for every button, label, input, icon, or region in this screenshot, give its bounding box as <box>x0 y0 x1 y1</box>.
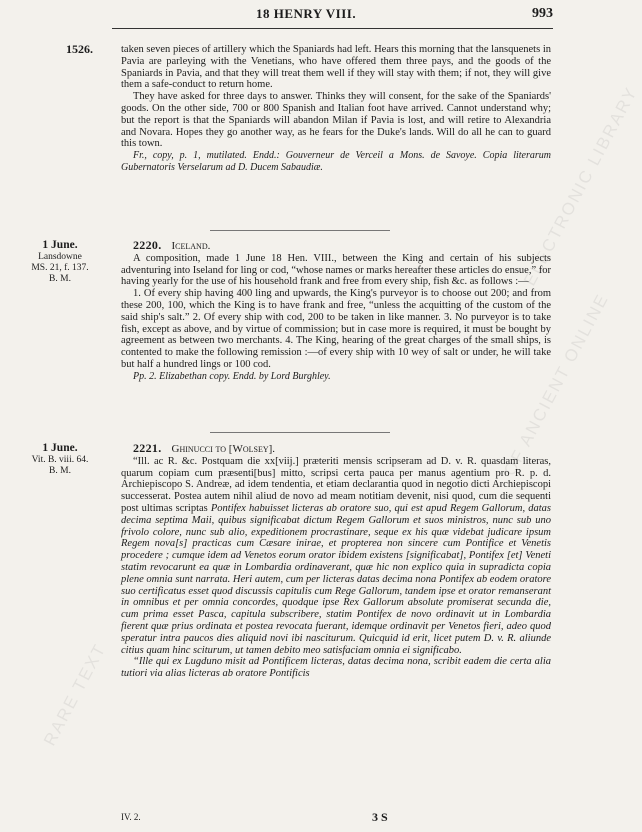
paragraph: taken seven pieces of artillery which the Spaniards had left. Hears this morning that the lansquenets in Pavia are parleying with the Venetians, who have offered them three pays, and the goods of the Spaniards in Pavia, and that they will treat them well if they will stay with them; if not, they will give them a safe-conduct to return home. <box>121 44 551 91</box>
entry-heading <box>121 240 551 253</box>
year-label: 1526. <box>66 42 93 56</box>
entry-margin-2220 <box>10 240 110 285</box>
entry-number: 2220. <box>133 238 162 252</box>
page-number: 993 <box>532 6 553 21</box>
source-note: Fr., copy, p. 1, mutilated. Endd.: Gouverneur de Verceil a Mons. de Savoye. Copia literarum Gubernatoris Verselarum ad D. Ducem Sabaudiæ. <box>121 150 551 173</box>
paragraph: A composition, made 1 June 18 Hen. VIII., between the King and certain of his subjects adventuring into Iseland for ling or cod, “whose names or marks hereafter these articles do ensue,” for having yearly for the use of his household frank and free from every ship, fish &c. as follows :— <box>121 252 551 288</box>
page-header <box>0 6 567 28</box>
running-title: 18 HENRY VIII. <box>256 6 357 21</box>
source-note: Pp. 2. Elizabethan copy. Endd. by Lord Burghley. <box>133 370 331 382</box>
ms-reference: Lansdowne <box>38 252 82 262</box>
paragraph: “Ille qui ex Lugduno misit ad Pontificem licteras, datas decima nona, scribit eadem die certa alia tutiori via alias licteras ab oratore Pontificis <box>121 656 551 680</box>
entry-date: 1 June. <box>42 239 78 251</box>
paragraph: 1. Of every ship having 400 ling and upwards, the King's purveyor is to choose out 200; and from these 200, 100, which the King is to have frank and free, “unless the acquitting of the custom of the said ship's salt.” 2. Of every ship with cod, 200 to be taken in like manner. 3. No purveyor is to take fish, except as above, and by virtue of commission; but in case more is required, it must be bought by agreement as between two merchants. 4. The King, hearing of the great charges of the small ships, is contented to make the following remission :—of every ship with 10 wey of salt or under, he will take but half a hundred lings or 100 cod. <box>121 288 551 370</box>
ms-reference: MS. 21, f. 137. <box>31 263 89 273</box>
entry-title: Iceland. <box>171 240 211 252</box>
watermark: OF ANCIENT ONLINE <box>500 290 613 479</box>
entry-heading <box>121 443 551 456</box>
entry-2220 <box>121 240 551 383</box>
continued-entry <box>121 44 551 174</box>
watermark: RARE TEXT <box>40 640 110 749</box>
signature-label: 3 S <box>372 810 388 824</box>
entry-margin-2221 <box>10 443 110 477</box>
divider <box>210 230 390 231</box>
latin-italic-text: Pontifex habuisset licteras ab oratore suo, qui est apud Regem Gallorum, datas decima septima Maii, quibus significabat dictum Regem Gallorum et suos ministros, nunc sub uno frivolo colore, nunc sub alio, expeditionem procrastinare, seque ex his quæ videbat judicare ipsum Regem nova[s] practicas cum Cæsare inirae, et propterea non sincere cum Pontifice et Venetis procedere ; cumque idem ad Venetos eorum orator ibidem existens [significabat], Pontifex [et] Veneti statim revocarunt ea quæ in Lombardia ordinaverant, quæ hic non explico quia in supradicta copia plene omnia sunt narrata. Heri autem, cum per licteras datas decima nona Pontifex ab eodem oratore suo certificatus esset quod discussis capitulis cum Rege Gallorum, tandem ipse et orator remanserant in omnibus et per omnia concordes, quodque ipse Rex Gallorum absolute promiserat secunda die, cum prima esset Pasca, capitula subscribere, statim Pontifex de novo ordinavit ut in Lombardia fierent quæ prius ordinata et postea revocata fuerant, idemque ordinavit per Venetos fieri, adeo quod speratur intra paucos dies aliquid novi ibi nasciturum. Quicquid id erit, licet putem D. v. R. aliunde citius quam hinc sciturum, ut tamen debito meo satisfaciam omnia ei significabo. <box>121 502 551 656</box>
entry-2221 <box>121 443 551 680</box>
latin-text: “Ill. ac R. &c. Postquam die xx[viij.] præteriti mensis scripseram ad D. v. R. quasdam literas, quarum copiam cum præsenti[bus] mitto, scripsi certa pauca per manus agentium pro R. p. d. Archiepiscopo S. Andreæ, ad idem tendentia, et etiam declarantia quod in negotio dicti Archiepiscopi successerat. Postea autem nihil aliud de novo ad meam notitiam devenit, nisi quod, cum die sequenti post ultimas scriptas <box>121 455 551 514</box>
paragraph: They have asked for three days to answer. Thinks they will consent, for the sake of the Spaniards' goods. On the other side, 700 or 800 Spanish and Italian foot have arrived. Cannot understand why; but the report is that the Spaniards will abandon Milan if Pavia is lost, and will retire to Alexandria and Novara. Hopes they go another way, as he fears for the Duke's lands. Will do all he can to guard this town. <box>121 91 551 150</box>
entry-number: 2221. <box>133 441 162 455</box>
watermark: ELECTRONIC LIBRARY <box>520 83 642 289</box>
ms-reference: B. M. <box>49 466 71 476</box>
entry-title: Ghinucci to [Wolsey]. <box>171 443 276 455</box>
entry-date: 1 June. <box>42 442 78 454</box>
signature-mark: IV. 2. <box>121 812 141 822</box>
paragraph <box>121 456 551 657</box>
ms-reference: Vit. B. viii. 64. <box>31 455 89 465</box>
ms-reference: B. M. <box>49 274 71 284</box>
header-rule <box>112 28 553 29</box>
divider <box>210 432 390 433</box>
